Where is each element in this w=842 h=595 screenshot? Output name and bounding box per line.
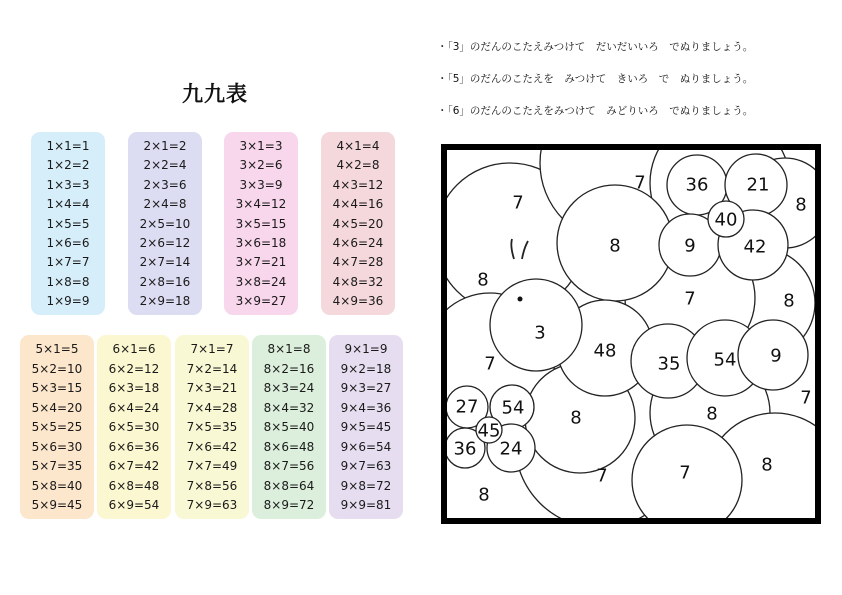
- puzzle-number: 8: [706, 403, 718, 425]
- puzzle-number: 42: [743, 236, 767, 258]
- times-fact: 1×1=1: [46, 139, 90, 153]
- times-fact: 4×8=32: [332, 274, 384, 289]
- times-fact: 7×6=42: [186, 439, 238, 454]
- times-fact: 6×2=12: [108, 361, 160, 376]
- puzzle-number: 7: [684, 288, 696, 310]
- puzzle-number: 8: [477, 269, 489, 291]
- times-column-7: [175, 335, 249, 519]
- times-fact: 5×5=25: [31, 420, 83, 434]
- puzzle-number: 35: [657, 353, 681, 375]
- times-fact: 1×8=8: [46, 274, 90, 289]
- times-fact: 7×5=35: [186, 420, 238, 434]
- puzzle-number: 54: [713, 349, 737, 371]
- times-fact: 6×4=24: [108, 400, 160, 415]
- puzzle-number: 8: [570, 407, 582, 429]
- instruction-orange: ・「3」のだんのこたえみつけて だいだいいろ でぬりましょう。: [437, 41, 754, 53]
- puzzle-number: 8: [795, 194, 807, 216]
- times-fact: 8×7=56: [263, 459, 315, 473]
- puzzle-number: 7: [596, 465, 608, 487]
- times-fact: 6×9=54: [108, 498, 160, 512]
- times-fact: 1×9=9: [46, 294, 90, 308]
- times-fact: 2×1=2: [143, 139, 187, 153]
- puzzle-number: 36: [685, 174, 709, 196]
- times-fact: 1×6=6: [46, 235, 90, 250]
- puzzle-number: 8: [761, 454, 773, 476]
- caterpillar-eye: [518, 297, 523, 302]
- times-fact: 4×3=12: [332, 177, 384, 192]
- puzzle-number: 7: [484, 353, 496, 375]
- times-fact: 5×8=40: [31, 478, 83, 493]
- times-column-9: [329, 335, 403, 519]
- puzzle-number: 54: [501, 397, 525, 419]
- times-fact: 3×5=15: [235, 216, 287, 231]
- times-fact: 2×5=10: [139, 216, 191, 231]
- puzzle-number: 8: [478, 484, 490, 506]
- times-fact: 4×6=24: [332, 235, 384, 250]
- puzzle-number: 7: [679, 462, 691, 484]
- times-fact: 2×6=12: [139, 235, 191, 250]
- times-fact: 3×2=6: [239, 158, 283, 173]
- times-fact: 4×4=16: [332, 197, 384, 212]
- times-fact: 1×4=4: [46, 197, 90, 212]
- times-fact: 4×7=28: [332, 255, 384, 270]
- times-fact: 3×4=12: [235, 197, 287, 212]
- times-fact: 8×4=32: [263, 400, 315, 415]
- times-fact: 1×5=5: [46, 216, 90, 231]
- puzzle-number: 7: [512, 192, 524, 214]
- times-fact: 9×4=36: [340, 400, 392, 415]
- times-fact: 5×2=10: [31, 361, 83, 376]
- times-column-5: [20, 335, 94, 519]
- puzzle-number: 8: [609, 235, 621, 257]
- times-fact: 4×5=20: [332, 216, 384, 231]
- coloring-puzzle: [440, 143, 822, 525]
- times-fact: 2×2=4: [143, 158, 187, 173]
- times-fact: 5×7=35: [31, 459, 83, 473]
- puzzle-number: 24: [499, 438, 523, 460]
- times-fact: 6×1=6: [112, 342, 156, 356]
- times-fact: 2×4=8: [143, 197, 187, 212]
- times-fact: 9×9=81: [340, 498, 392, 512]
- times-fact: 2×3=6: [143, 177, 187, 192]
- times-fact: 7×9=63: [186, 498, 238, 512]
- times-column-1: [31, 132, 105, 315]
- times-column-6: [97, 335, 171, 519]
- times-column-4: [321, 132, 395, 315]
- times-fact: 5×6=30: [31, 439, 83, 454]
- times-fact: 2×9=18: [139, 294, 191, 308]
- times-fact: 9×8=72: [340, 478, 392, 493]
- puzzle-number: 45: [477, 420, 501, 442]
- times-fact: 4×9=36: [332, 294, 384, 308]
- times-fact: 4×2=8: [336, 158, 380, 173]
- puzzle-number: 48: [593, 340, 617, 362]
- times-fact: 6×5=30: [108, 420, 160, 434]
- times-fact: 6×8=48: [108, 478, 160, 493]
- times-fact: 9×2=18: [340, 361, 392, 376]
- times-fact: 5×1=5: [35, 342, 79, 356]
- times-column-3: [224, 132, 298, 315]
- times-fact: 5×4=20: [31, 400, 83, 415]
- times-fact: 5×3=15: [31, 381, 83, 395]
- times-fact: 3×6=18: [235, 235, 287, 250]
- times-column-2: [128, 132, 202, 315]
- times-fact: 3×8=24: [235, 274, 287, 289]
- times-fact: 6×7=42: [108, 459, 160, 473]
- times-fact: 9×7=63: [340, 459, 392, 473]
- page-title: 九九表: [182, 82, 248, 106]
- times-fact: 5×9=45: [31, 498, 83, 512]
- times-fact: 8×3=24: [263, 381, 315, 395]
- times-fact: 1×3=3: [46, 177, 90, 192]
- times-fact: 1×7=7: [46, 255, 90, 270]
- times-fact: 3×1=3: [239, 139, 283, 153]
- times-fact: 8×5=40: [263, 420, 315, 434]
- times-fact: 9×6=54: [340, 439, 392, 454]
- puzzle-number: 3: [534, 322, 546, 344]
- times-fact: 6×6=36: [108, 439, 160, 454]
- puzzle-number: 27: [455, 396, 479, 418]
- times-fact: 4×1=4: [336, 139, 380, 153]
- times-fact: 8×2=16: [263, 361, 315, 376]
- times-fact: 6×3=18: [108, 381, 160, 395]
- times-fact: 7×3=21: [186, 381, 238, 395]
- times-fact: 8×6=48: [263, 439, 315, 454]
- puzzle-number: 9: [684, 235, 696, 257]
- puzzle-number: 21: [746, 174, 770, 196]
- times-fact: 7×7=49: [186, 459, 238, 473]
- times-fact: 9×1=9: [344, 342, 388, 356]
- times-fact: 7×4=28: [186, 400, 238, 415]
- puzzle-number: 9: [770, 345, 782, 367]
- times-fact: 3×9=27: [235, 294, 287, 308]
- times-fact: 8×8=64: [263, 478, 315, 493]
- puzzle-number: 40: [714, 209, 738, 231]
- times-fact: 7×1=7: [190, 342, 234, 356]
- puzzle-number: 8: [783, 290, 795, 312]
- times-fact: 7×8=56: [186, 478, 238, 493]
- times-fact: 9×5=45: [340, 420, 392, 434]
- times-fact: 3×3=9: [239, 177, 283, 192]
- puzzle-number: 7: [800, 387, 812, 409]
- puzzle-number: 36: [453, 438, 477, 460]
- instructions: [437, 38, 837, 134]
- instruction-green: ・「6」のだんのこたえをみつけて みどりいろ でぬりましょう。: [437, 105, 754, 117]
- times-fact: 2×8=16: [139, 274, 191, 289]
- times-column-8: [252, 335, 326, 519]
- instruction-yellow: ・「5」のだんのこたえを みつけて きいろ で ぬりましょう。: [437, 73, 754, 85]
- times-fact: 7×2=14: [186, 361, 238, 376]
- puzzle-number: 7: [634, 172, 646, 194]
- times-fact: 3×7=21: [235, 255, 287, 270]
- times-fact: 8×1=8: [267, 342, 311, 356]
- times-fact: 1×2=2: [46, 158, 90, 173]
- times-fact: 9×3=27: [340, 381, 392, 395]
- times-fact: 8×9=72: [263, 498, 315, 512]
- times-fact: 2×7=14: [139, 255, 191, 270]
